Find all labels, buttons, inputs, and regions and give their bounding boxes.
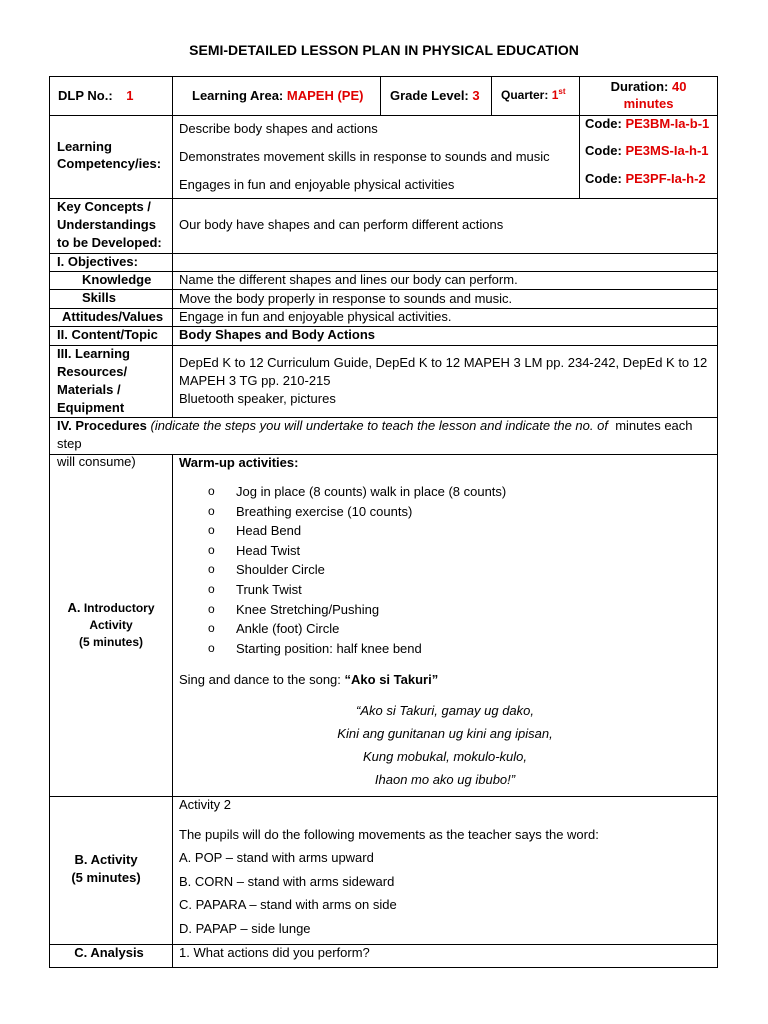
analysis-label: C. Analysis (74, 945, 144, 960)
activity-title: Activity 2 (179, 797, 232, 812)
skills-text: Move the body properly in response to sounds and music. (179, 291, 513, 306)
warmup-list (208, 482, 506, 658)
warmup-item (208, 521, 506, 541)
column-divider (172, 454, 173, 967)
knowledge-text: Name the different shapes and lines our body can perform. (179, 272, 518, 287)
resources-label: III. Learning Resources/ Materials / Equipment (57, 346, 130, 415)
warmup-item (208, 541, 506, 561)
warmup-text: Breathing exercise (10 counts) (236, 503, 413, 519)
page-title: SEMI-DETAILED LESSON PLAN IN PHYSICAL EDUCATION (189, 42, 579, 58)
warmup-item (208, 560, 506, 580)
quarter-cell (501, 87, 566, 104)
procedures-note: (indicate the steps you will undertake to teach the lesson and indicate the no. of (150, 418, 608, 433)
competency-code: Code: PE3PF-Ia-h-2 (585, 171, 706, 186)
content-text: Body Shapes and Body Actions (179, 327, 375, 342)
warmup-text: Head Bend (236, 523, 302, 539)
attitudes-text: Engage in fun and enjoyable physical activities. (179, 309, 452, 324)
activity-item: A. POP – stand with arms upward (179, 850, 374, 865)
activity-intro: The pupils will do the following movements as the teacher says the word: (179, 827, 599, 842)
grade-level-label: Grade Level: (390, 88, 469, 103)
bullet-icon: o (208, 640, 215, 655)
bullet-icon: o (208, 601, 215, 616)
dlp-value: 1 (126, 88, 134, 103)
bullet-icon: o (208, 621, 215, 636)
warmup-item (208, 600, 506, 620)
warmup-text: Trunk Twist (236, 581, 302, 597)
warmup-item (208, 619, 506, 639)
warmup-heading: Warm-up activities: (179, 455, 299, 470)
competency-item: Demonstrates movement skills in response to sounds and music (179, 149, 550, 164)
song-lyrics (250, 699, 640, 791)
competency-label: Learning Competency/ies: (57, 139, 162, 171)
warmup-text: Shoulder Circle (236, 562, 325, 578)
skills-label: Skills (82, 290, 116, 305)
key-concepts-text: Our body have shapes and can perform different actions (179, 217, 504, 232)
attitudes-label: Attitudes/Values (62, 309, 164, 324)
warmup-item (208, 502, 506, 522)
warmup-text: Head Twist (236, 542, 301, 558)
warmup-text: Starting position: half knee bend (236, 640, 422, 656)
row-divider (50, 253, 717, 254)
bullet-icon: o (208, 523, 215, 538)
warmup-text: Jog in place (8 counts) walk in place (8 counts) (236, 484, 507, 499)
grade-level-cell (390, 87, 480, 104)
bullet-icon: o (208, 542, 215, 557)
procedures-row: IV. Procedures (indicate the steps you will undertake to teach the lesson and indicate the no. of minutes each step will consume) (57, 418, 693, 469)
column-divider (380, 77, 381, 115)
activity-item: B. CORN – stand with arms sideward (179, 874, 395, 889)
quarter-value: 1st (551, 87, 566, 102)
learning-area-value: MAPEH (PE) (286, 88, 364, 103)
competency-code: Code: PE3BM-Ia-b-1 (585, 116, 710, 131)
lyric-line: “Ako si Takuri, gamay ug dako, (356, 703, 534, 718)
bullet-icon: o (208, 484, 215, 498)
competency-item: Describe body shapes and actions (179, 121, 378, 136)
analysis-question: 1. What actions did you perform? (179, 945, 370, 960)
warmup-item (208, 580, 506, 600)
row-divider (50, 796, 717, 797)
song-intro: Sing and dance to the song: “Ako si Takuri” (179, 672, 439, 687)
activity-label: B. Activity (5 minutes) (71, 852, 141, 885)
bullet-icon: o (208, 581, 215, 596)
objectives-label: I. Objectives: (57, 254, 138, 269)
procedures-label: IV. Procedures (57, 418, 147, 433)
quarter-label: Quarter: (501, 88, 549, 102)
competency-item: Engages in fun and enjoyable physical activities (179, 177, 455, 192)
lyric-line: Kung mobukal, mokulo-kulo, (362, 749, 528, 764)
lyric-line: Kini ang gunitanan ug kini ang ipisan, (337, 726, 553, 741)
column-divider (172, 77, 173, 417)
activity-item: C. PAPARA – stand with arms on side (179, 897, 397, 912)
knowledge-label: Knowledge (82, 272, 152, 287)
duration-cell (580, 78, 717, 112)
lesson-plan-table (49, 76, 718, 968)
warmup-item (208, 639, 506, 659)
learning-area-cell (192, 87, 363, 104)
song-title: “Ako si Takuri” (344, 672, 439, 687)
warmup-text: Ankle (foot) Circle (236, 621, 340, 637)
warmup-item (208, 482, 506, 502)
column-divider (491, 77, 492, 115)
competency-code: Code: PE3MS-Ia-h-1 (585, 143, 709, 158)
grade-level-value: 3 (472, 88, 480, 103)
duration-unit: minutes (623, 96, 674, 111)
learning-area-label: Learning Area: (192, 88, 284, 103)
content-label: II. Content/Topic (57, 327, 158, 342)
introductory-activity-label: A. Introductory Activity (5 minutes) (67, 600, 155, 649)
row-divider (50, 345, 717, 346)
duration-value: 40 (671, 79, 687, 94)
lyric-line: Ihaon mo ako ug ibubo!” (374, 772, 516, 787)
resources-text: DepEd K to 12 Curriculum Guide, DepEd K to 12 MAPEH 3 LM pp. 234-242, DepEd K to 12 MAPEH 3 TG pp. 210-215 Bluetooth speaker, pictures (179, 355, 708, 406)
duration-label: Duration: (610, 79, 669, 94)
bullet-icon: o (208, 503, 215, 518)
activity-item: D. PAPAP – side lunge (179, 921, 311, 936)
bullet-icon: o (208, 562, 215, 577)
warmup-text: Knee Stretching/Pushing (236, 601, 380, 617)
key-concepts-label: Key Concepts / Understandings to be Developed: (57, 199, 162, 250)
dlp-number-cell (58, 87, 134, 104)
dlp-label: DLP No.: (58, 88, 113, 103)
